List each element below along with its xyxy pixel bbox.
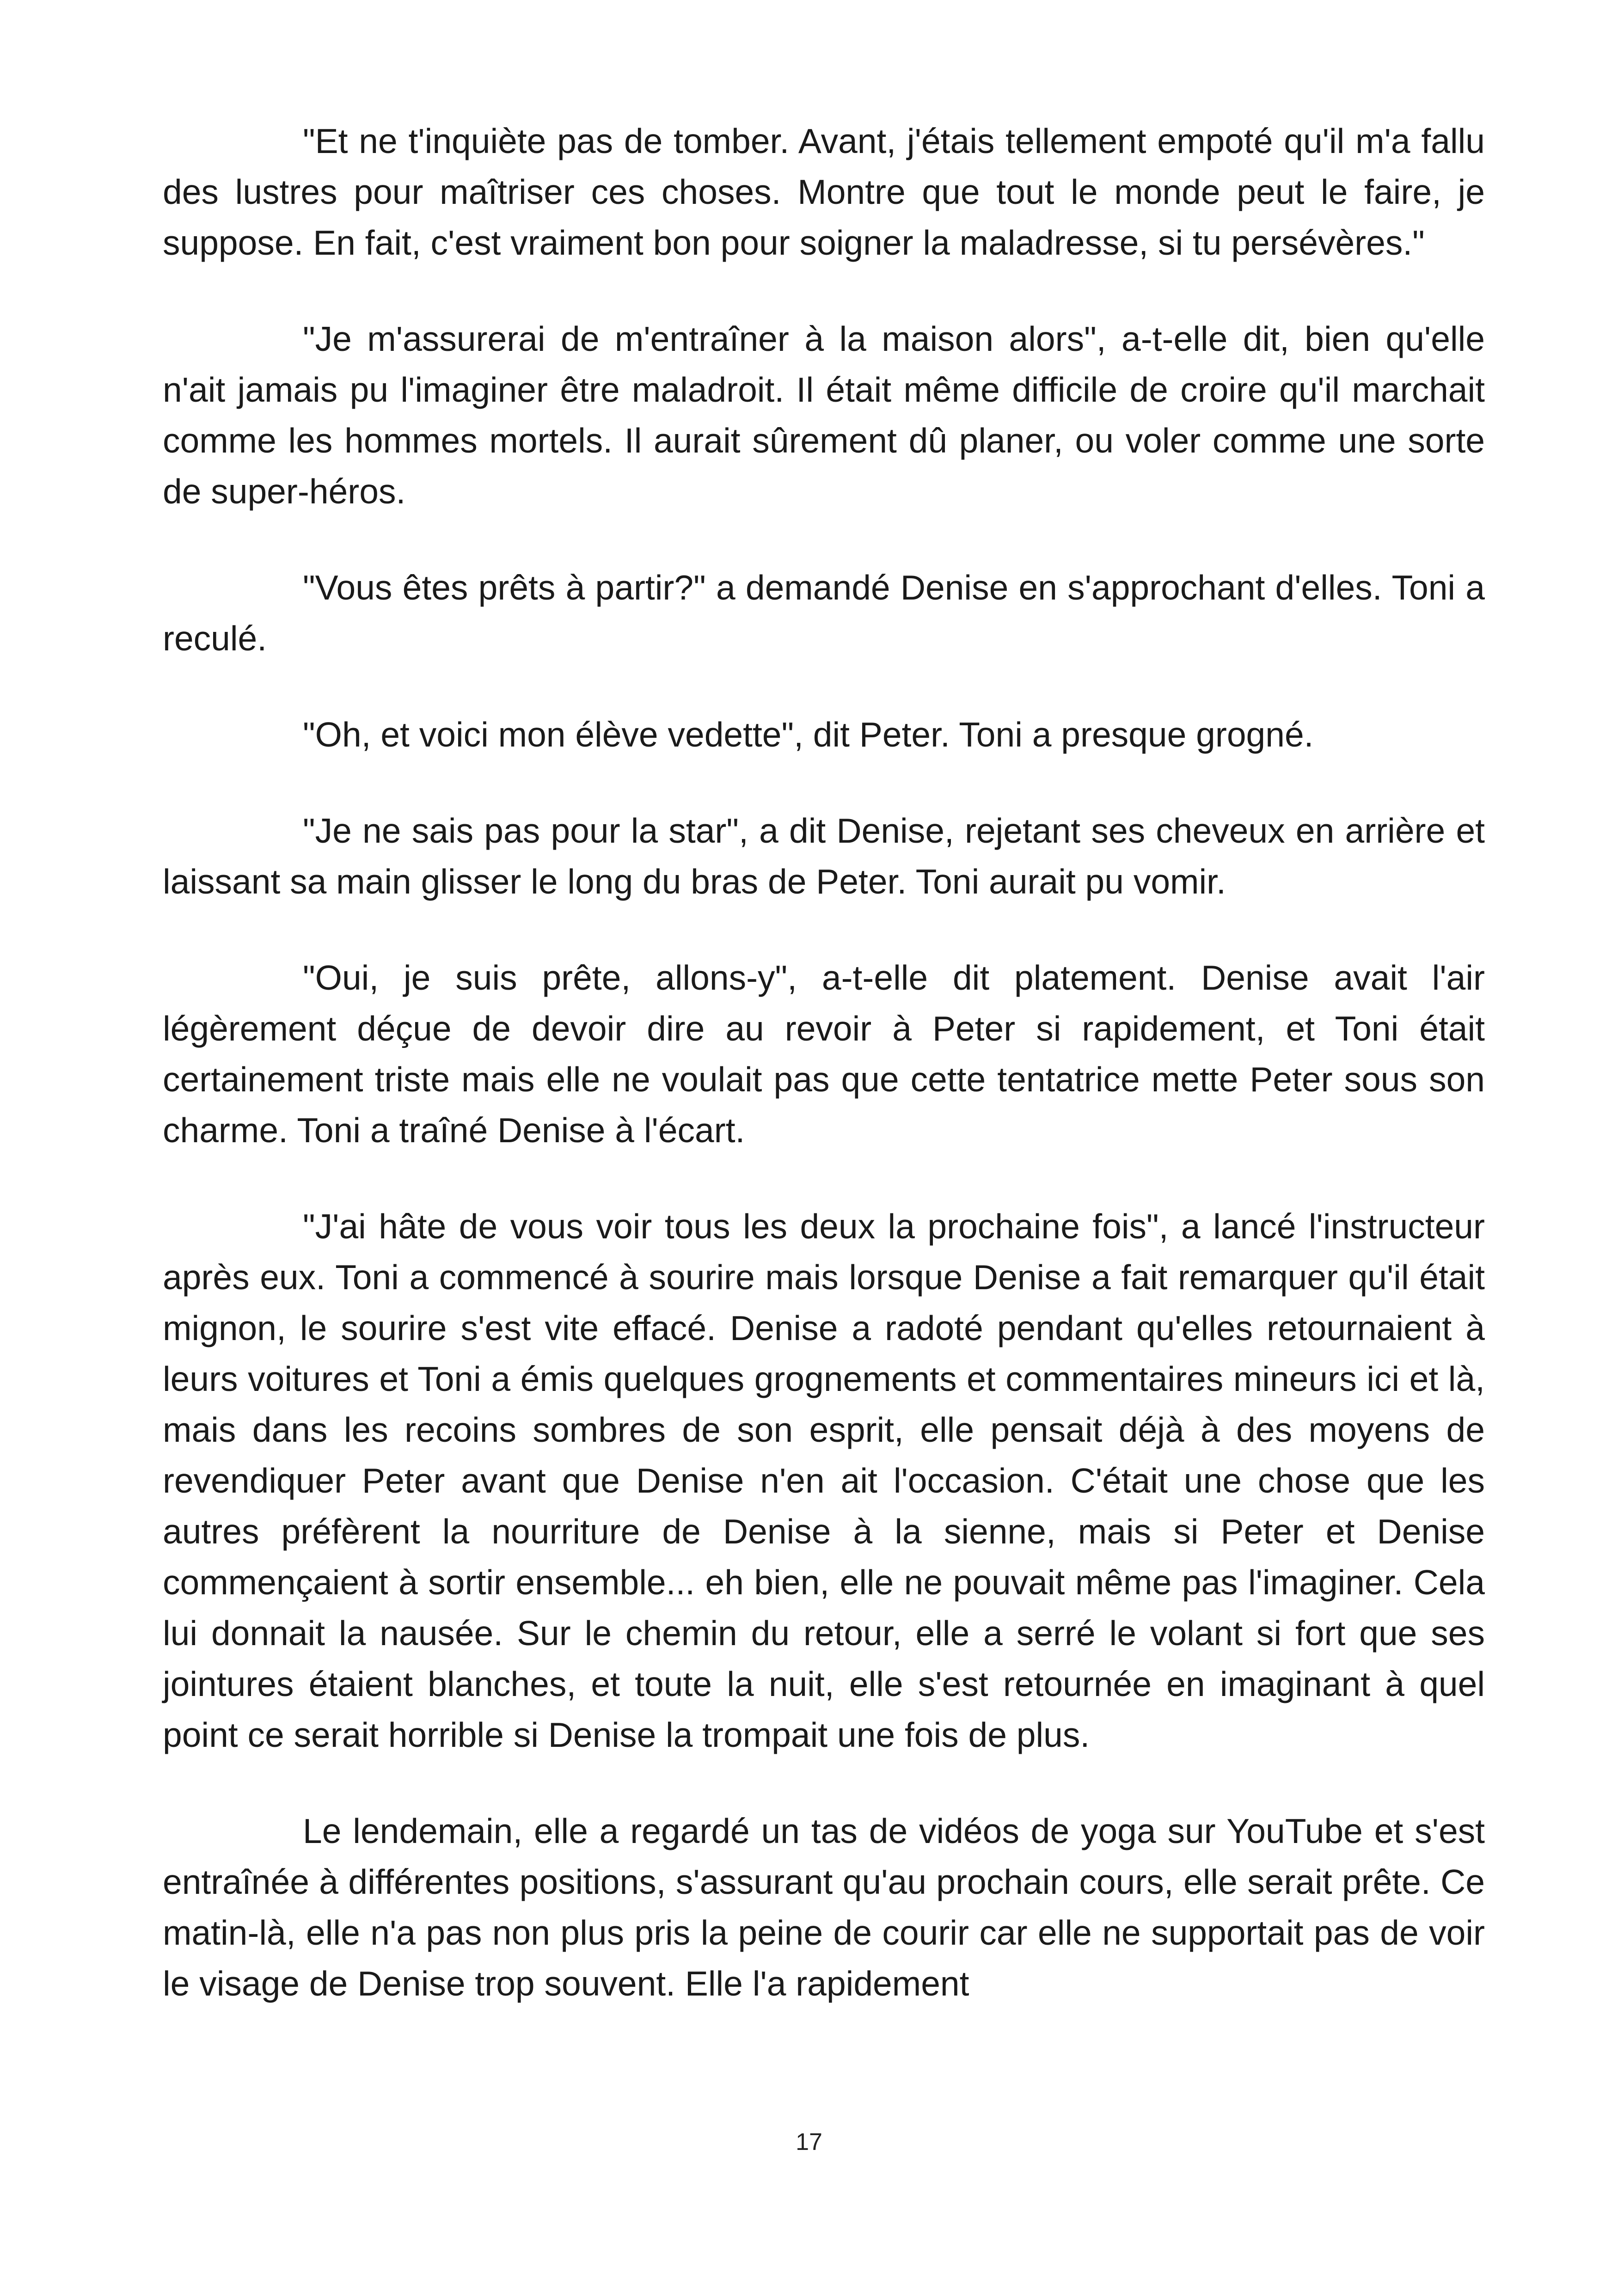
paragraph: Le lendemain, elle a regardé un tas de vidéos de yoga sur YouTube et s'est entraînée à différentes positions, s'assurant qu'au prochain cours, elle serait prête. Ce matin-là, elle n'a pas non plus pris la peine de courir car elle ne supportait pas de voir le visage de Denise trop souvent. Elle l'a rapidement (163, 1812, 1485, 2003)
paragraph: "Oui, je suis prête, allons-y", a-t-elle dit platement. Denise avait l'air légèrement déçue de devoir dire au revoir à Peter si rapidement, et Toni était certainement triste mais elle ne voulait pas que cette tentatrice mette Peter sous son charme. Toni a traîné Denise à l'écart. (163, 958, 1485, 1150)
paragraph: "Oh, et voici mon élève vedette", dit Peter. Toni a presque grogné. (303, 715, 1314, 754)
body-text (163, 116, 1485, 2054)
paragraph: "Et ne t'inquiète pas de tomber. Avant, j'étais tellement empoté qu'il m'a fallu des lustres pour maîtriser ces choses. Montre que tout le monde peut le faire, je suppose. En fait, c'est vraiment bon pour soigner la maladresse, si tu persévères." (163, 122, 1485, 262)
paragraph: "Vous êtes prêts à partir?" a demandé Denise en s'approchant d'elles. Toni a reculé. (163, 568, 1485, 658)
paragraph: "J'ai hâte de vous voir tous les deux la prochaine fois", a lancé l'instructeur après eux. Toni a commencé à sourire mais lorsque Denise a fait remarquer qu'il était mignon, le sourire s'est vite effacé. Denise a radoté pendant qu'elles retournaient à leurs voitures et Toni a émis quelques grognements et commentaires mineurs ici et là, mais dans les recoins sombres de son esprit, elle pensait déjà à des moyens de revendiquer Peter avant que Denise n'en ait l'occasion. C'était une chose que les autres préfèrent la nourriture de Denise à la sienne, mais si Peter et Denise commençaient à sortir ensemble... eh bien, elle ne pouvait même pas l'imaginer. Cela lui donnait la nausée. Sur le chemin du retour, elle a serré le volant si fort que ses jointures étaient blanches, et toute la nuit, elle s'est retournée en imaginant à quel point ce serait horrible si Denise la trompait une fois de plus. (163, 1207, 1485, 1754)
paragraph: "Je ne sais pas pour la star", a dit Denise, rejetant ses cheveux en arrière et laissant sa main glisser le long du bras de Peter. Toni aurait pu vomir. (163, 811, 1485, 901)
page-number: 17 (796, 2129, 822, 2155)
paragraph: "Je m'assurerai de m'entraîner à la maison alors", a-t-elle dit, bien qu'elle n'ait jamais pu l'imaginer être maladroit. Il était même difficile de croire qu'il marchait comme les hommes mortels. Il aurait sûrement dû planer, ou voler comme une sorte de super-héros. (163, 319, 1485, 511)
